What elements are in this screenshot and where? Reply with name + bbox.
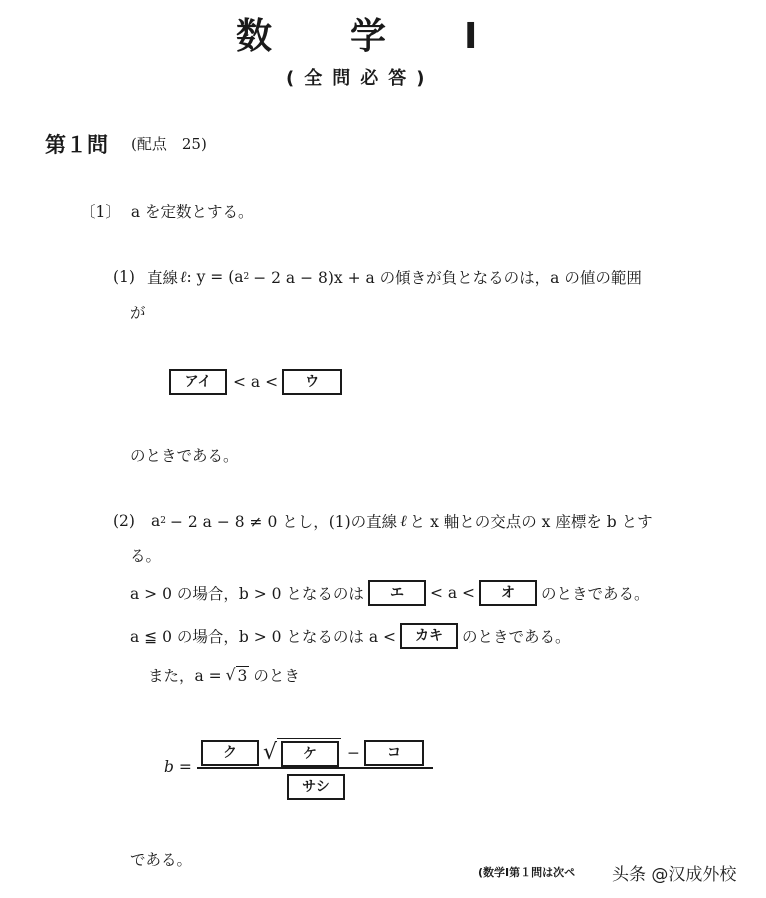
answer-box-kaki[interactable]: カキ xyxy=(400,623,458,649)
answer-box-ku[interactable]: ク xyxy=(201,740,259,766)
fraction-lhs: b = xyxy=(164,758,192,776)
sub2-continuation: る。 xyxy=(130,547,162,565)
sub1-inequality xyxy=(169,369,346,395)
answer-box-ai[interactable]: アイ xyxy=(169,369,227,395)
question-label: 第１問 xyxy=(45,133,108,157)
sub1-exponent: 2 xyxy=(243,272,250,282)
case1-middle: < a < xyxy=(429,584,476,602)
sub2-case-nonpositive xyxy=(130,623,575,649)
fraction-minus: − xyxy=(347,743,361,762)
sub2-exponent: 2 xyxy=(160,516,166,526)
sub1-text-a: 直線 xyxy=(146,269,178,287)
case2-suffix: のときである。 xyxy=(462,628,571,646)
part1-number: 〔1〕 xyxy=(80,203,121,221)
sqrt-value: 3 xyxy=(237,666,248,685)
answer-box-ke[interactable]: ケ xyxy=(281,741,339,767)
answer-box-o[interactable]: オ xyxy=(479,580,537,606)
sub2-also-line xyxy=(148,664,304,686)
sqrt-radicand xyxy=(277,738,341,767)
sub1-continuation: が xyxy=(130,304,146,322)
fraction-numerator xyxy=(201,738,428,767)
fraction-sqrt-symbol: √ xyxy=(263,740,278,765)
part1-heading xyxy=(80,200,258,222)
answer-box-sashi[interactable]: サシ xyxy=(287,774,345,800)
part1-intro: a を定数とする。 xyxy=(130,203,254,221)
fraction-denominator xyxy=(287,774,349,800)
sub2-number: (2) xyxy=(113,512,135,530)
page-subtitle: (全問必答) xyxy=(286,68,435,89)
watermark: 头条 @汉成外校 xyxy=(612,865,737,885)
sub1-text-c: − 2 a − 8)x + a の傾きが負となるのは，a の値の範囲 xyxy=(253,269,642,287)
sub1-conclusion: のときである。 xyxy=(130,447,239,465)
case1-suffix: のときである。 xyxy=(541,585,650,603)
sub2-case-positive xyxy=(130,580,654,606)
case1-prefix: a > 0 の場合，b > 0 となるのは xyxy=(130,585,364,603)
sub1-line-name: ℓ xyxy=(179,267,187,286)
sub2-text-c: と x 軸との交点の x 座標を b とす xyxy=(409,513,653,531)
sub2-text-a: a xyxy=(150,512,161,530)
sub1-statement xyxy=(113,266,646,288)
sub2-line-name: ℓ xyxy=(400,511,407,530)
sub1-number: (1) xyxy=(113,268,135,286)
also-suffix: のとき xyxy=(253,667,300,685)
sub2-final: である。 xyxy=(130,851,193,869)
answer-box-e[interactable]: エ xyxy=(368,580,426,606)
fraction-bar xyxy=(197,767,433,769)
answer-box-u[interactable]: ウ xyxy=(282,369,342,395)
also-prefix: また，a = xyxy=(148,667,222,685)
sub1-inequality-middle: < a < xyxy=(233,373,279,391)
sqrt-symbol: √ xyxy=(225,666,236,684)
answer-box-ko[interactable]: コ xyxy=(364,740,424,766)
footer-note: (数学Ⅰ第１問は次ペ xyxy=(478,866,576,879)
page-title: 数 学 Ⅰ xyxy=(236,16,480,57)
sub1-text-b: : y = (a xyxy=(186,268,244,286)
sub2-statement xyxy=(113,510,657,532)
sub2-text-b: − 2 a − 8 ≠ 0 とし，(1)の直線 xyxy=(169,513,398,531)
case2-prefix: a ≦ 0 の場合，b > 0 となるのは a < xyxy=(130,628,397,646)
question-points: (配点 25) xyxy=(131,135,207,153)
